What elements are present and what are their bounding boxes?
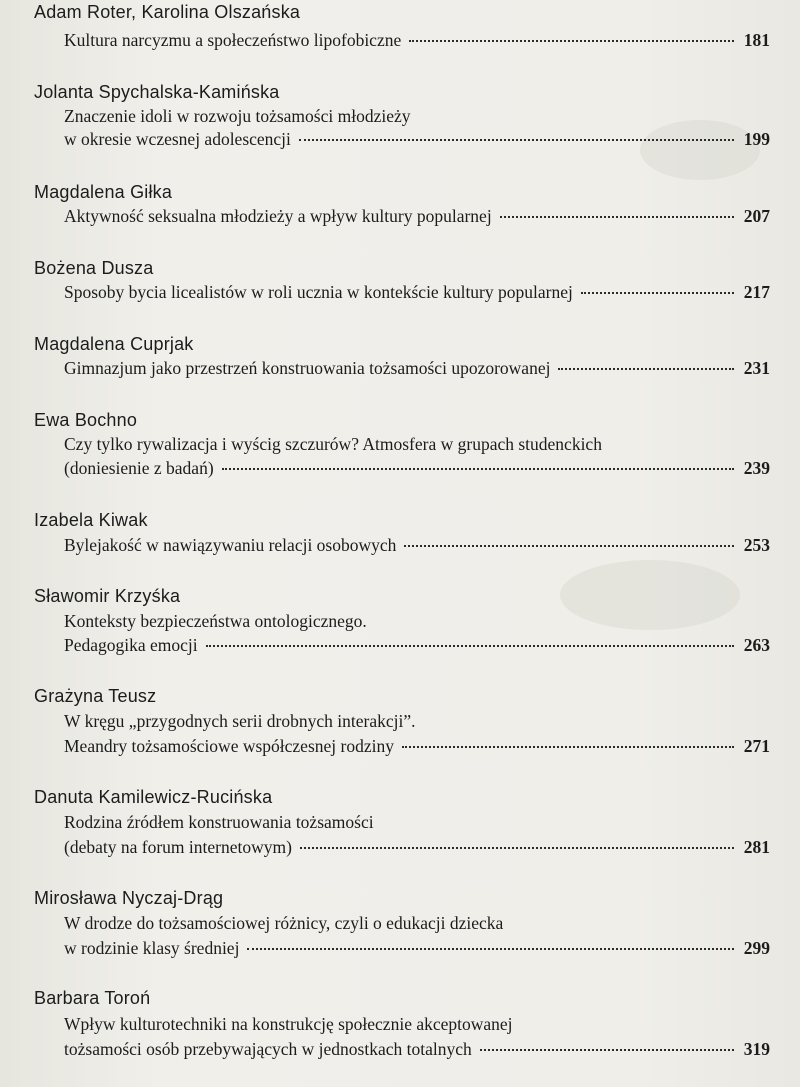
entry-title: Pedagogika emocji <box>64 635 198 655</box>
entry-title: Wpływ kulturotechniki na konstrukcję społecznie akceptowanej <box>64 1014 513 1034</box>
page-number: 181 <box>743 30 770 50</box>
page-number: 263 <box>743 635 770 655</box>
dot-leader <box>206 644 734 647</box>
page-number: 271 <box>743 736 770 756</box>
page-number: 239 <box>743 458 770 478</box>
page-number: 281 <box>743 837 770 857</box>
dot-leader <box>581 291 734 294</box>
entry-title: (debaty na forum internetowym) <box>64 837 292 857</box>
entry-title: W kręgu „przygodnych serii drobnych interakcji”. <box>64 711 416 731</box>
page-number: 199 <box>743 129 770 149</box>
entry-title-line <box>64 635 770 659</box>
entry-title-line <box>64 1039 770 1063</box>
dot-leader <box>480 1048 734 1051</box>
entry-title: Znaczenie idoli w rozwoju tożsamości młodzieży <box>64 106 411 126</box>
entry-author: Danuta Kamilewicz-Rucińska <box>34 787 273 807</box>
entry-title: Meandry tożsamościowe współczesnej rodziny <box>64 736 394 756</box>
entry-title-line <box>64 938 770 962</box>
dot-leader <box>404 544 733 547</box>
page-number: 217 <box>743 282 770 302</box>
entry-author: Jolanta Spychalska-Kamińska <box>34 82 280 102</box>
dot-leader <box>500 215 734 218</box>
entry-title: Aktywność seksualna młodzieży a wpływ kultury popularnej <box>64 206 492 226</box>
entry-author: Sławomir Krzyśka <box>34 586 181 606</box>
entry-title: Konteksty bezpieczeństwa ontologicznego. <box>64 611 367 631</box>
entry-author: Bożena Dusza <box>34 258 154 278</box>
entry-author: Magdalena Cuprjak <box>34 334 194 354</box>
entry-author: Mirosława Nyczaj-Drąg <box>34 888 224 908</box>
dot-leader <box>409 39 734 42</box>
dot-leader <box>558 367 733 370</box>
entry-title: Czy tylko rywalizacja i wyścig szczurów? Atmosfera w grupach studenckich <box>64 434 602 454</box>
entry-title-line <box>64 837 770 861</box>
page-number: 231 <box>743 358 770 378</box>
entry-title: tożsamości osób przebywających w jednostkach totalnych <box>64 1039 472 1059</box>
entry-title: w rodzinie klasy średniej <box>64 938 240 958</box>
entry-author: Adam Roter, Karolina Olszańska <box>34 2 301 22</box>
page-number: 299 <box>743 938 770 958</box>
entry-author: Barbara Toroń <box>34 988 151 1008</box>
entry-title-line <box>64 30 770 54</box>
entry-title: Bylejakość w nawiązywaniu relacji osobowych <box>64 535 397 555</box>
entry-title-line <box>64 206 770 230</box>
entry-title-line <box>64 358 770 382</box>
entry-title-line <box>64 282 770 306</box>
entry-title-line <box>64 129 770 153</box>
entry-title-line <box>64 458 770 482</box>
page-number: 319 <box>743 1039 770 1059</box>
page-number: 253 <box>743 535 770 555</box>
entry-title: Gimnazjum jako przestrzeń konstruowania tożsamości upozorowanej <box>64 358 551 378</box>
entry-author: Magdalena Giłka <box>34 182 173 202</box>
entry-title: Kultura narcyzmu a społeczeństwo lipofobiczne <box>64 30 402 50</box>
entry-title: (doniesienie z badań) <box>64 458 214 478</box>
entry-title-line <box>64 736 770 760</box>
entry-title: w okresie wczesnej adolescencji <box>64 129 291 149</box>
entry-title: W drodze do tożsamościowej różnicy, czyli o edukacji dziecka <box>64 913 504 933</box>
entry-author: Ewa Bochno <box>34 410 138 430</box>
dot-leader <box>247 947 733 950</box>
entry-author: Grażyna Teusz <box>34 686 157 706</box>
entry-author: Izabela Kiwak <box>34 510 148 530</box>
page-number: 207 <box>743 206 770 226</box>
entry-title: Sposoby bycia licealistów w roli ucznia w kontekście kultury popularnej <box>64 282 573 302</box>
dot-leader <box>222 467 734 470</box>
dot-leader <box>299 138 734 141</box>
entry-title: Rodzina źródłem konstruowania tożsamości <box>64 812 374 832</box>
dot-leader <box>402 745 734 748</box>
entry-title-line <box>64 535 770 559</box>
dot-leader <box>300 846 734 849</box>
